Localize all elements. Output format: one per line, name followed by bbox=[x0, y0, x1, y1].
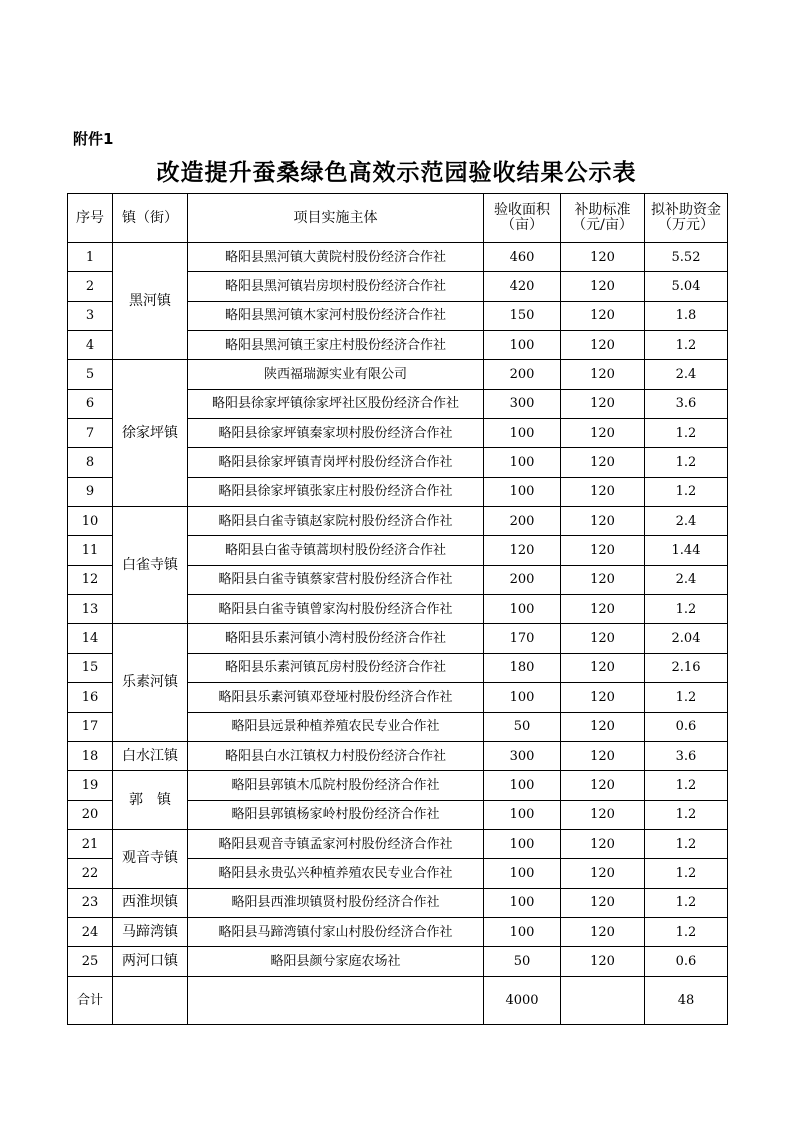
row-entity: 略阳县马蹄湾镇付家山村股份经济合作社 bbox=[188, 917, 484, 946]
row-entity: 略阳县徐家坪镇徐家坪社区股份经济合作社 bbox=[188, 389, 484, 418]
row-fund: 1.2 bbox=[645, 448, 728, 477]
row-town: 马蹄湾镇 bbox=[113, 917, 188, 946]
row-index: 20 bbox=[68, 800, 113, 829]
attachment-label: 附件1 bbox=[73, 130, 114, 148]
row-index: 4 bbox=[68, 331, 113, 360]
row-area: 170 bbox=[484, 624, 561, 653]
row-fund: 2.4 bbox=[645, 360, 728, 389]
row-fund: 1.2 bbox=[645, 683, 728, 712]
row-area: 100 bbox=[484, 859, 561, 888]
row-standard: 120 bbox=[561, 536, 645, 565]
row-standard: 120 bbox=[561, 595, 645, 624]
row-index: 22 bbox=[68, 859, 113, 888]
row-entity: 略阳县观音寺镇孟家河村股份经济合作社 bbox=[188, 829, 484, 858]
header-index: 序号 bbox=[68, 194, 113, 243]
row-standard: 120 bbox=[561, 888, 645, 917]
row-standard: 120 bbox=[561, 477, 645, 506]
table-row bbox=[68, 829, 728, 858]
row-area: 100 bbox=[484, 683, 561, 712]
row-index: 7 bbox=[68, 419, 113, 448]
row-area: 150 bbox=[484, 301, 561, 330]
row-area: 100 bbox=[484, 595, 561, 624]
row-standard: 120 bbox=[561, 507, 645, 536]
results-table bbox=[67, 193, 728, 1025]
row-standard: 120 bbox=[561, 565, 645, 594]
row-area: 100 bbox=[484, 771, 561, 800]
row-standard: 120 bbox=[561, 653, 645, 682]
row-town: 黑河镇 bbox=[113, 243, 188, 360]
row-entity: 略阳县徐家坪镇青岗坪村股份经济合作社 bbox=[188, 448, 484, 477]
header-area-line1: 验收面积 bbox=[494, 202, 550, 218]
row-area: 200 bbox=[484, 360, 561, 389]
total-entity-empty bbox=[188, 976, 484, 1024]
row-index: 19 bbox=[68, 771, 113, 800]
table-row bbox=[68, 741, 728, 770]
row-index: 24 bbox=[68, 917, 113, 946]
header-entity: 项目实施主体 bbox=[188, 194, 484, 243]
total-row bbox=[68, 976, 728, 1024]
row-area: 100 bbox=[484, 331, 561, 360]
row-entity: 略阳县白水江镇权力村股份经济合作社 bbox=[188, 741, 484, 770]
row-area: 120 bbox=[484, 536, 561, 565]
row-fund: 1.44 bbox=[645, 536, 728, 565]
row-standard: 120 bbox=[561, 301, 645, 330]
row-entity: 略阳县黑河镇岩房坝村股份经济合作社 bbox=[188, 272, 484, 301]
total-label: 合计 bbox=[68, 976, 113, 1024]
row-entity: 略阳县白雀寺镇蔡家营村股份经济合作社 bbox=[188, 565, 484, 594]
row-standard: 120 bbox=[561, 771, 645, 800]
table-row bbox=[68, 771, 728, 800]
row-standard: 120 bbox=[561, 389, 645, 418]
table-row bbox=[68, 507, 728, 536]
row-standard: 120 bbox=[561, 419, 645, 448]
row-entity: 略阳县颜兮家庭农场社 bbox=[188, 947, 484, 976]
row-index: 1 bbox=[68, 243, 113, 272]
row-area: 200 bbox=[484, 565, 561, 594]
row-town: 西淮坝镇 bbox=[113, 888, 188, 917]
row-area: 50 bbox=[484, 712, 561, 741]
header-fund bbox=[645, 194, 728, 243]
row-standard: 120 bbox=[561, 272, 645, 301]
row-entity: 略阳县白雀寺镇曾家沟村股份经济合作社 bbox=[188, 595, 484, 624]
row-fund: 1.2 bbox=[645, 477, 728, 506]
row-fund: 1.2 bbox=[645, 800, 728, 829]
row-area: 100 bbox=[484, 477, 561, 506]
row-fund: 2.04 bbox=[645, 624, 728, 653]
row-standard: 120 bbox=[561, 859, 645, 888]
row-town: 白水江镇 bbox=[113, 741, 188, 770]
row-town: 徐家坪镇 bbox=[113, 360, 188, 507]
row-index: 21 bbox=[68, 829, 113, 858]
row-fund: 2.16 bbox=[645, 653, 728, 682]
row-standard: 120 bbox=[561, 331, 645, 360]
row-entity: 略阳县郭镇木瓜院村股份经济合作社 bbox=[188, 771, 484, 800]
row-fund: 0.6 bbox=[645, 712, 728, 741]
row-area: 180 bbox=[484, 653, 561, 682]
row-fund: 1.2 bbox=[645, 595, 728, 624]
row-area: 100 bbox=[484, 800, 561, 829]
row-standard: 120 bbox=[561, 829, 645, 858]
row-index: 5 bbox=[68, 360, 113, 389]
row-area: 100 bbox=[484, 917, 561, 946]
total-standard-empty bbox=[561, 976, 645, 1024]
row-fund: 1.2 bbox=[645, 771, 728, 800]
row-entity: 略阳县白雀寺镇蒿坝村股份经济合作社 bbox=[188, 536, 484, 565]
row-index: 15 bbox=[68, 653, 113, 682]
row-standard: 120 bbox=[561, 712, 645, 741]
row-standard: 120 bbox=[561, 683, 645, 712]
row-fund: 1.2 bbox=[645, 419, 728, 448]
row-town: 白雀寺镇 bbox=[113, 507, 188, 624]
row-index: 2 bbox=[68, 272, 113, 301]
row-fund: 3.6 bbox=[645, 389, 728, 418]
row-entity: 略阳县白雀寺镇赵家院村股份经济合作社 bbox=[188, 507, 484, 536]
row-area: 100 bbox=[484, 419, 561, 448]
row-fund: 5.52 bbox=[645, 243, 728, 272]
header-fund-line2: （万元） bbox=[658, 217, 714, 233]
row-index: 9 bbox=[68, 477, 113, 506]
table-row bbox=[68, 243, 728, 272]
row-area: 200 bbox=[484, 507, 561, 536]
row-standard: 120 bbox=[561, 360, 645, 389]
table-body bbox=[68, 243, 728, 977]
row-entity: 略阳县徐家坪镇张家庄村股份经济合作社 bbox=[188, 477, 484, 506]
table-row bbox=[68, 947, 728, 976]
row-fund: 1.2 bbox=[645, 888, 728, 917]
row-area: 50 bbox=[484, 947, 561, 976]
row-index: 25 bbox=[68, 947, 113, 976]
row-fund: 3.6 bbox=[645, 741, 728, 770]
row-entity: 略阳县黑河镇木家河村股份经济合作社 bbox=[188, 301, 484, 330]
row-fund: 1.2 bbox=[645, 331, 728, 360]
row-fund: 1.2 bbox=[645, 859, 728, 888]
row-area: 300 bbox=[484, 389, 561, 418]
row-area: 300 bbox=[484, 741, 561, 770]
total-town-empty bbox=[113, 976, 188, 1024]
row-index: 3 bbox=[68, 301, 113, 330]
row-area: 460 bbox=[484, 243, 561, 272]
table-row bbox=[68, 624, 728, 653]
row-standard: 120 bbox=[561, 917, 645, 946]
row-area: 100 bbox=[484, 448, 561, 477]
header-area-line2: （亩） bbox=[501, 217, 543, 233]
row-town: 两河口镇 bbox=[113, 947, 188, 976]
header-standard-line1: 补助标准 bbox=[574, 202, 631, 218]
row-entity: 略阳县郭镇杨家岭村股份经济合作社 bbox=[188, 800, 484, 829]
row-index: 12 bbox=[68, 565, 113, 594]
row-fund: 1.2 bbox=[645, 917, 728, 946]
row-entity: 略阳县黑河镇大黄院村股份经济合作社 bbox=[188, 243, 484, 272]
row-town: 观音寺镇 bbox=[113, 829, 188, 888]
row-index: 11 bbox=[68, 536, 113, 565]
row-entity: 陕西福瑞源实业有限公司 bbox=[188, 360, 484, 389]
row-area: 100 bbox=[484, 888, 561, 917]
header-standard bbox=[561, 194, 645, 243]
row-standard: 120 bbox=[561, 741, 645, 770]
header-standard-line2: （元/亩） bbox=[572, 217, 633, 233]
total-area: 4000 bbox=[484, 976, 561, 1024]
row-fund: 2.4 bbox=[645, 507, 728, 536]
row-entity: 略阳县乐素河镇邓登垭村股份经济合作社 bbox=[188, 683, 484, 712]
row-fund: 2.4 bbox=[645, 565, 728, 594]
total-fund: 48 bbox=[645, 976, 728, 1024]
row-standard: 120 bbox=[561, 800, 645, 829]
header-fund-line1: 拟补助资金 bbox=[651, 202, 721, 218]
row-standard: 120 bbox=[561, 243, 645, 272]
row-entity: 略阳县乐素河镇瓦房村股份经济合作社 bbox=[188, 653, 484, 682]
row-fund: 1.8 bbox=[645, 301, 728, 330]
row-entity: 略阳县徐家坪镇秦家坝村股份经济合作社 bbox=[188, 419, 484, 448]
row-entity: 略阳县黑河镇王家庄村股份经济合作社 bbox=[188, 331, 484, 360]
table-row bbox=[68, 917, 728, 946]
row-area: 420 bbox=[484, 272, 561, 301]
header-row bbox=[68, 194, 728, 243]
header-area bbox=[484, 194, 561, 243]
row-town: 郭 镇 bbox=[113, 771, 188, 830]
document-title: 改造提升蚕桑绿色高效示范园验收结果公示表 bbox=[156, 160, 637, 186]
row-fund: 5.04 bbox=[645, 272, 728, 301]
row-fund: 1.2 bbox=[645, 829, 728, 858]
row-town: 乐素河镇 bbox=[113, 624, 188, 741]
row-index: 10 bbox=[68, 507, 113, 536]
row-index: 6 bbox=[68, 389, 113, 418]
row-index: 16 bbox=[68, 683, 113, 712]
row-entity: 略阳县远景种植养殖农民专业合作社 bbox=[188, 712, 484, 741]
row-standard: 120 bbox=[561, 448, 645, 477]
row-index: 13 bbox=[68, 595, 113, 624]
row-entity: 略阳县永贵弘兴种植养殖农民专业合作社 bbox=[188, 859, 484, 888]
row-index: 17 bbox=[68, 712, 113, 741]
row-fund: 0.6 bbox=[645, 947, 728, 976]
header-town: 镇（街） bbox=[113, 194, 188, 243]
row-entity: 略阳县西淮坝镇贤村股份经济合作社 bbox=[188, 888, 484, 917]
row-index: 14 bbox=[68, 624, 113, 653]
row-index: 8 bbox=[68, 448, 113, 477]
row-entity: 略阳县乐素河镇小湾村股份经济合作社 bbox=[188, 624, 484, 653]
row-standard: 120 bbox=[561, 624, 645, 653]
row-standard: 120 bbox=[561, 947, 645, 976]
row-index: 23 bbox=[68, 888, 113, 917]
table-row bbox=[68, 888, 728, 917]
table-row bbox=[68, 360, 728, 389]
row-area: 100 bbox=[484, 829, 561, 858]
row-index: 18 bbox=[68, 741, 113, 770]
